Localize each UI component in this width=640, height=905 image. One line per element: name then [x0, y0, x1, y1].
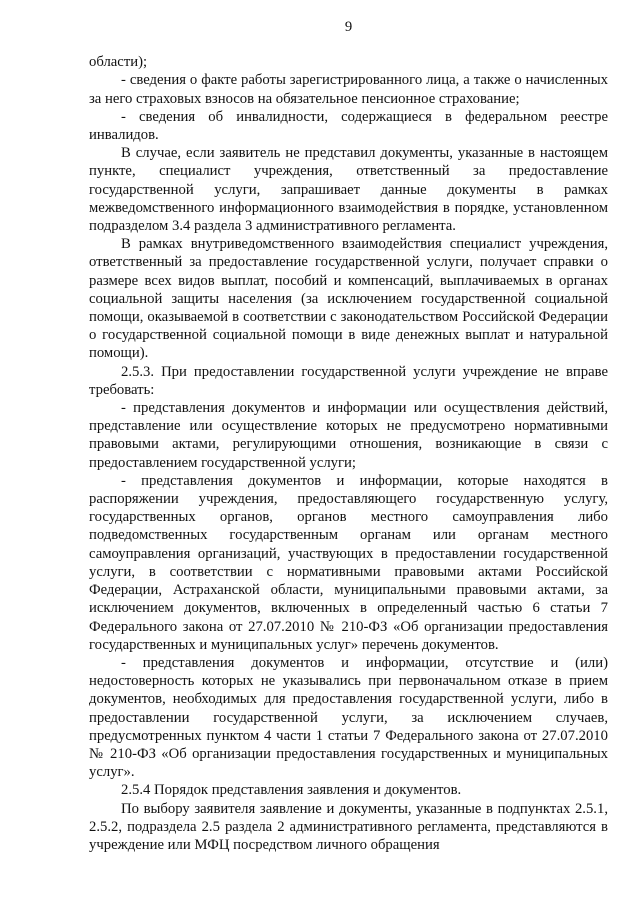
paragraph-9: - представления документов и информации, отсутствие и (или) недостоверность которых не указывались при первоначальном отказе в прием документов, необходимых для предоставления государственной услуги, либо в предоставлении государственной услуги, за исключением случаев, предусмотренных пунктом 4 части 1 статьи 7 Федерального закона от 27.07.2010 № 210-ФЗ «Об организации предоставления государственных и муниципальных услуг». — [89, 654, 608, 781]
paragraph-3: - сведения об инвалидности, содержащиеся в федеральном реестре инвалидов. — [89, 108, 608, 144]
paragraph-6: 2.5.3. При предоставлении государственной услуги учреждение не вправе требовать: — [89, 363, 608, 398]
paragraph-7: - представления документов и информации или осуществления действий, представление или осуществление которых не предусмотрено нормативными правовыми актами, регулирующими отношения, возникающие в связи с предоставлением государственной услуги; — [89, 400, 608, 471]
paragraph-5: В рамках внутриведомственного взаимодействия специалист учреждения, ответственный за предоставление государственной услуги, получает справки о размере всех видов выплат, пособий и компенсаций, выплачиваемых в органах социальной защиты населения (за исключением государственной социальной помощи, оказываемой в соответствии с законодательством Российской Федерации о государственной социальной помощи в виде денежных выплат и натуральной помощи). — [89, 236, 608, 362]
paragraph-1: области); — [89, 54, 148, 71]
paragraph-4: В случае, если заявитель не представил документы, указанные в настоящем пункте, специалист учреждения, ответственный за предоставление государственной услуги, запрашивает данные документы в рамках межведомственного информационного взаимодействия в порядке, установленном подразделом 3.4 раздела 3 административного регламента. — [89, 145, 608, 235]
paragraph-8: - представления документов и информации, которые находятся в распоряжении учреждения, предоставляющего государственную услугу, государственных органов, органов местного самоуправления либо подведомственных государственным органам или органам местного самоуправления организаций, участвующих в предоставлении государственной услуги, в соответствии с нормативными правовыми актами Российской Федерации, Астраханской области, муниципальными правовыми актами, за исключением документов, включенных в определенный частью 6 статьи 7 Федерального закона от 27.07.2010 № 210-ФЗ «Об организации предоставления государственных и муниципальных услуг» перечень документов. — [89, 472, 608, 653]
paragraph-10: 2.5.4 Порядок представления заявления и документов. — [121, 782, 462, 799]
paragraph-2: - сведения о факте работы зарегистрированного лица, а также о начисленных за него страховых взносов на обязательное пенсионное страхование; — [89, 72, 608, 107]
page-number: 9 — [344, 19, 353, 35]
paragraph-11: По выбору заявителя заявление и документы, указанные в подпунктах 2.5.1, 2.5.2, подраздела 2.5 раздела 2 административного регламента, представляются в учреждение или МФЦ посредством личного обращения — [89, 800, 608, 853]
